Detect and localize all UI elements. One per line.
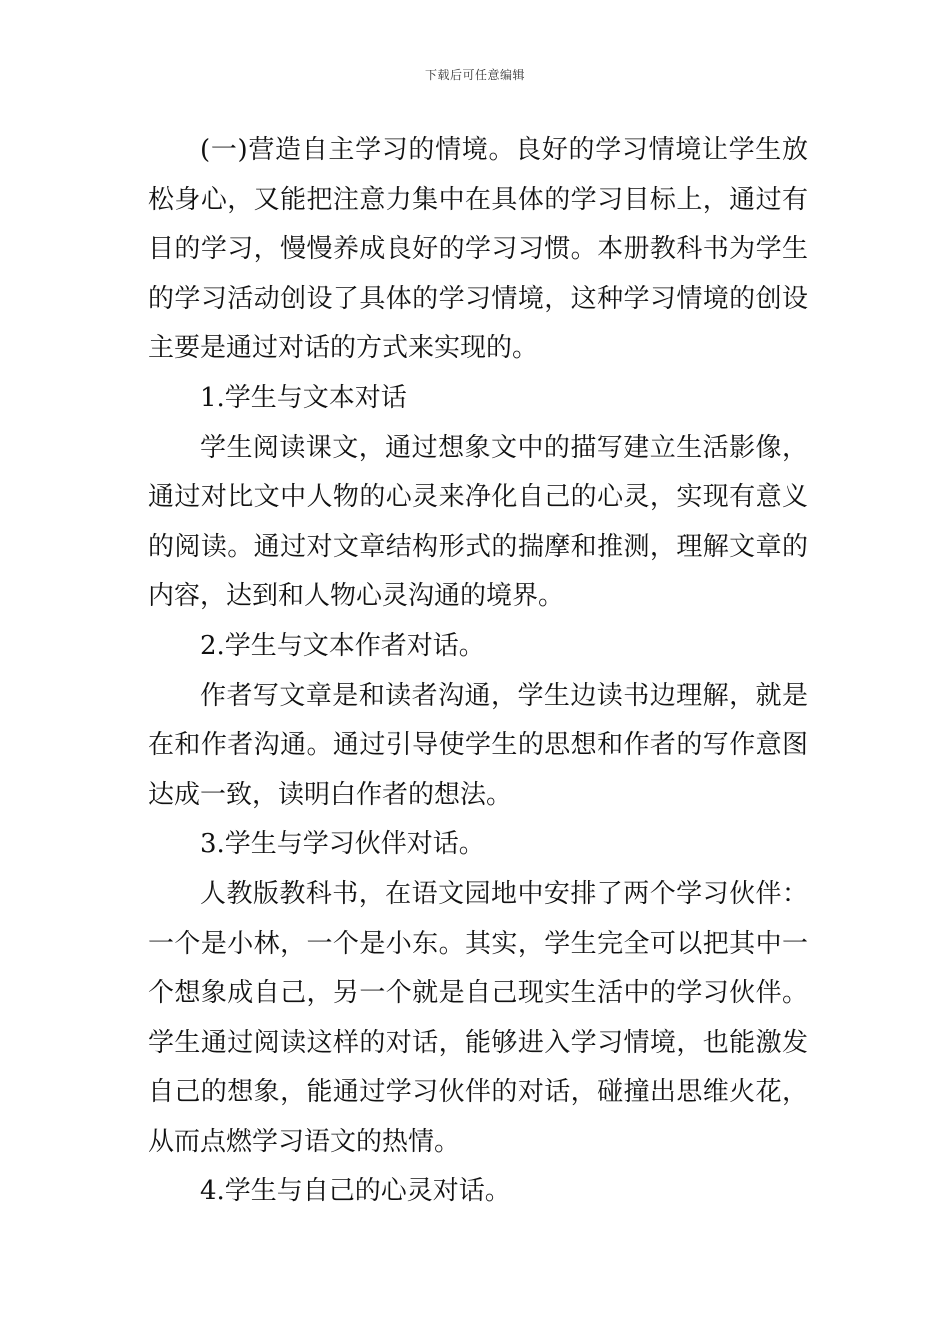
heading-4: 4.学生与自己的心灵对话。 [200,1176,511,1207]
paragraph-1: 学生阅读课文，通过想象文中的描写建立生活影像，通过对比文中人物的心灵来净化自己的心灵，实现有意义的阅读。通过对文章结构形式的揣摩和推测，理解文章的内容，达到和人物心灵沟通的境界。 [148,432,808,612]
paragraph-2: 作者写文章是和读者沟通，学生边读书边理解，就是在和作者沟通。通过引导使学生的思想和作者的写作意图达成一致，读明白作者的想法。 [148,680,808,810]
paragraph-intro: (一)营造自主学习的情境。良好的学习情境让学生放松身心，又能把注意力集中在具体的学习目标上，通过有目的学习，慢慢养成良好的学习习惯。本册教科书为学生的学习活动创设了具体的学习情境，这种学习情境的创设主要是通过对话的方式来实现的。 [148,135,808,364]
page-header: 下载后可任意编辑 [424,68,525,82]
heading-3: 3.学生与学习伙伴对话。 [200,829,485,860]
heading-2: 2.学生与文本作者对话。 [200,630,485,661]
paragraph-3: 人教版教科书，在语文园地中安排了两个学习伙伴：一个是小林，一个是小东。其实，学生完全可以把其中一个想象成自己，另一个就是自己现实生活中的学习伙伴。学生通过阅读这样的对话，能够进入学习情境，也能激发自己的想象，能通过学习伙伴的对话，碰撞出思维火花，从而点燃学习语文的热情。 [148,878,808,1157]
heading-1: 1.学生与文本对话 [200,382,407,413]
document-body [148,126,808,1217]
